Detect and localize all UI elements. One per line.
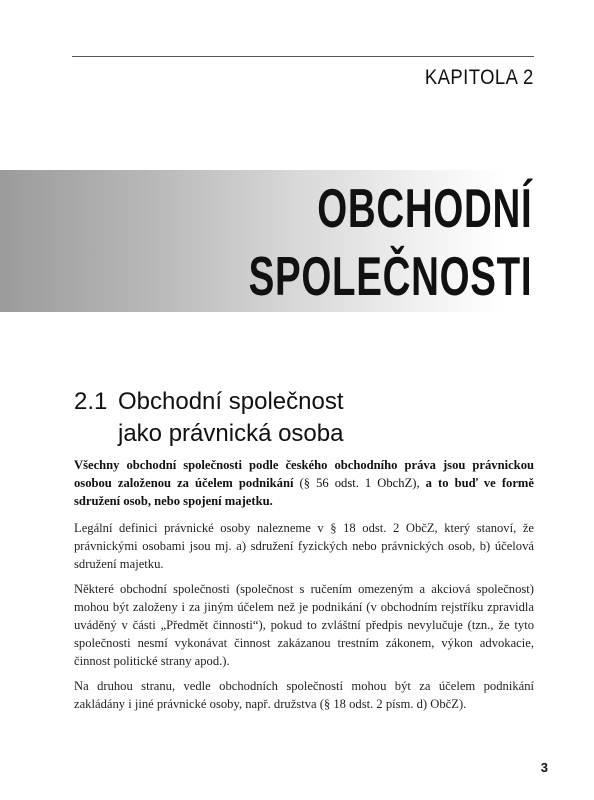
lead-bold-part-2: a to buď ve formě sdružení osob, nebo spojení majetku. xyxy=(74,476,534,508)
paragraph-3: Některé obchodní společnosti (společnost s ručením omezeným a akciová společnost) mohou být založeny i za jiným účelem než je podnikání (v obchodním rejstříku zpravidla uváděný v části „Předmět činnosti“), pokud to zvláštní předpis nevylučuje (tzn., že tyto společnosti nesmí vykonávat činnost zakázanou trestním zákonem, výkon advokacie, činnost politické strany apod.). xyxy=(74,582,534,668)
chapter-title-line-2: SPOLEČNOSTI xyxy=(248,245,532,307)
paragraph-lead xyxy=(74,456,534,510)
page-number: 3 xyxy=(540,760,548,775)
chapter-title-line-1: OBCHODNÍ xyxy=(316,177,532,239)
section-heading xyxy=(74,386,343,450)
section-title-line-1: Obchodní společnost xyxy=(118,388,344,415)
body-text xyxy=(74,456,534,720)
lead-bold-part-1: Všechny obchodní společnosti podle českého obchodního práva jsou právnickou osobou založenou za účelem podnikání xyxy=(74,458,534,490)
paragraph-4: Na druhou stranu, vedle obchodních společností mohou být za účelem podnikání zakládány i jiné právnické osoby, např. družstva (§ 18 odst. 2 písm. d) ObčZ). xyxy=(74,679,534,711)
paragraph-2: Legální definici právnické osoby nalezneme v § 18 odst. 2 ObčZ, který stanoví, že právnickými osobami jsou mj. a) sdružení fyzických nebo právnických osob, b) účelová sdružení majetku. xyxy=(74,521,534,571)
section-number: 2.1 xyxy=(74,388,108,415)
chapter-label: KAPITOLA 2 xyxy=(425,66,534,89)
header-rule xyxy=(72,56,534,57)
section-title-line-2: jako právnická osoba xyxy=(118,420,344,447)
lead-citation: (§ 56 odst. 1 ObchZ), xyxy=(293,476,426,490)
